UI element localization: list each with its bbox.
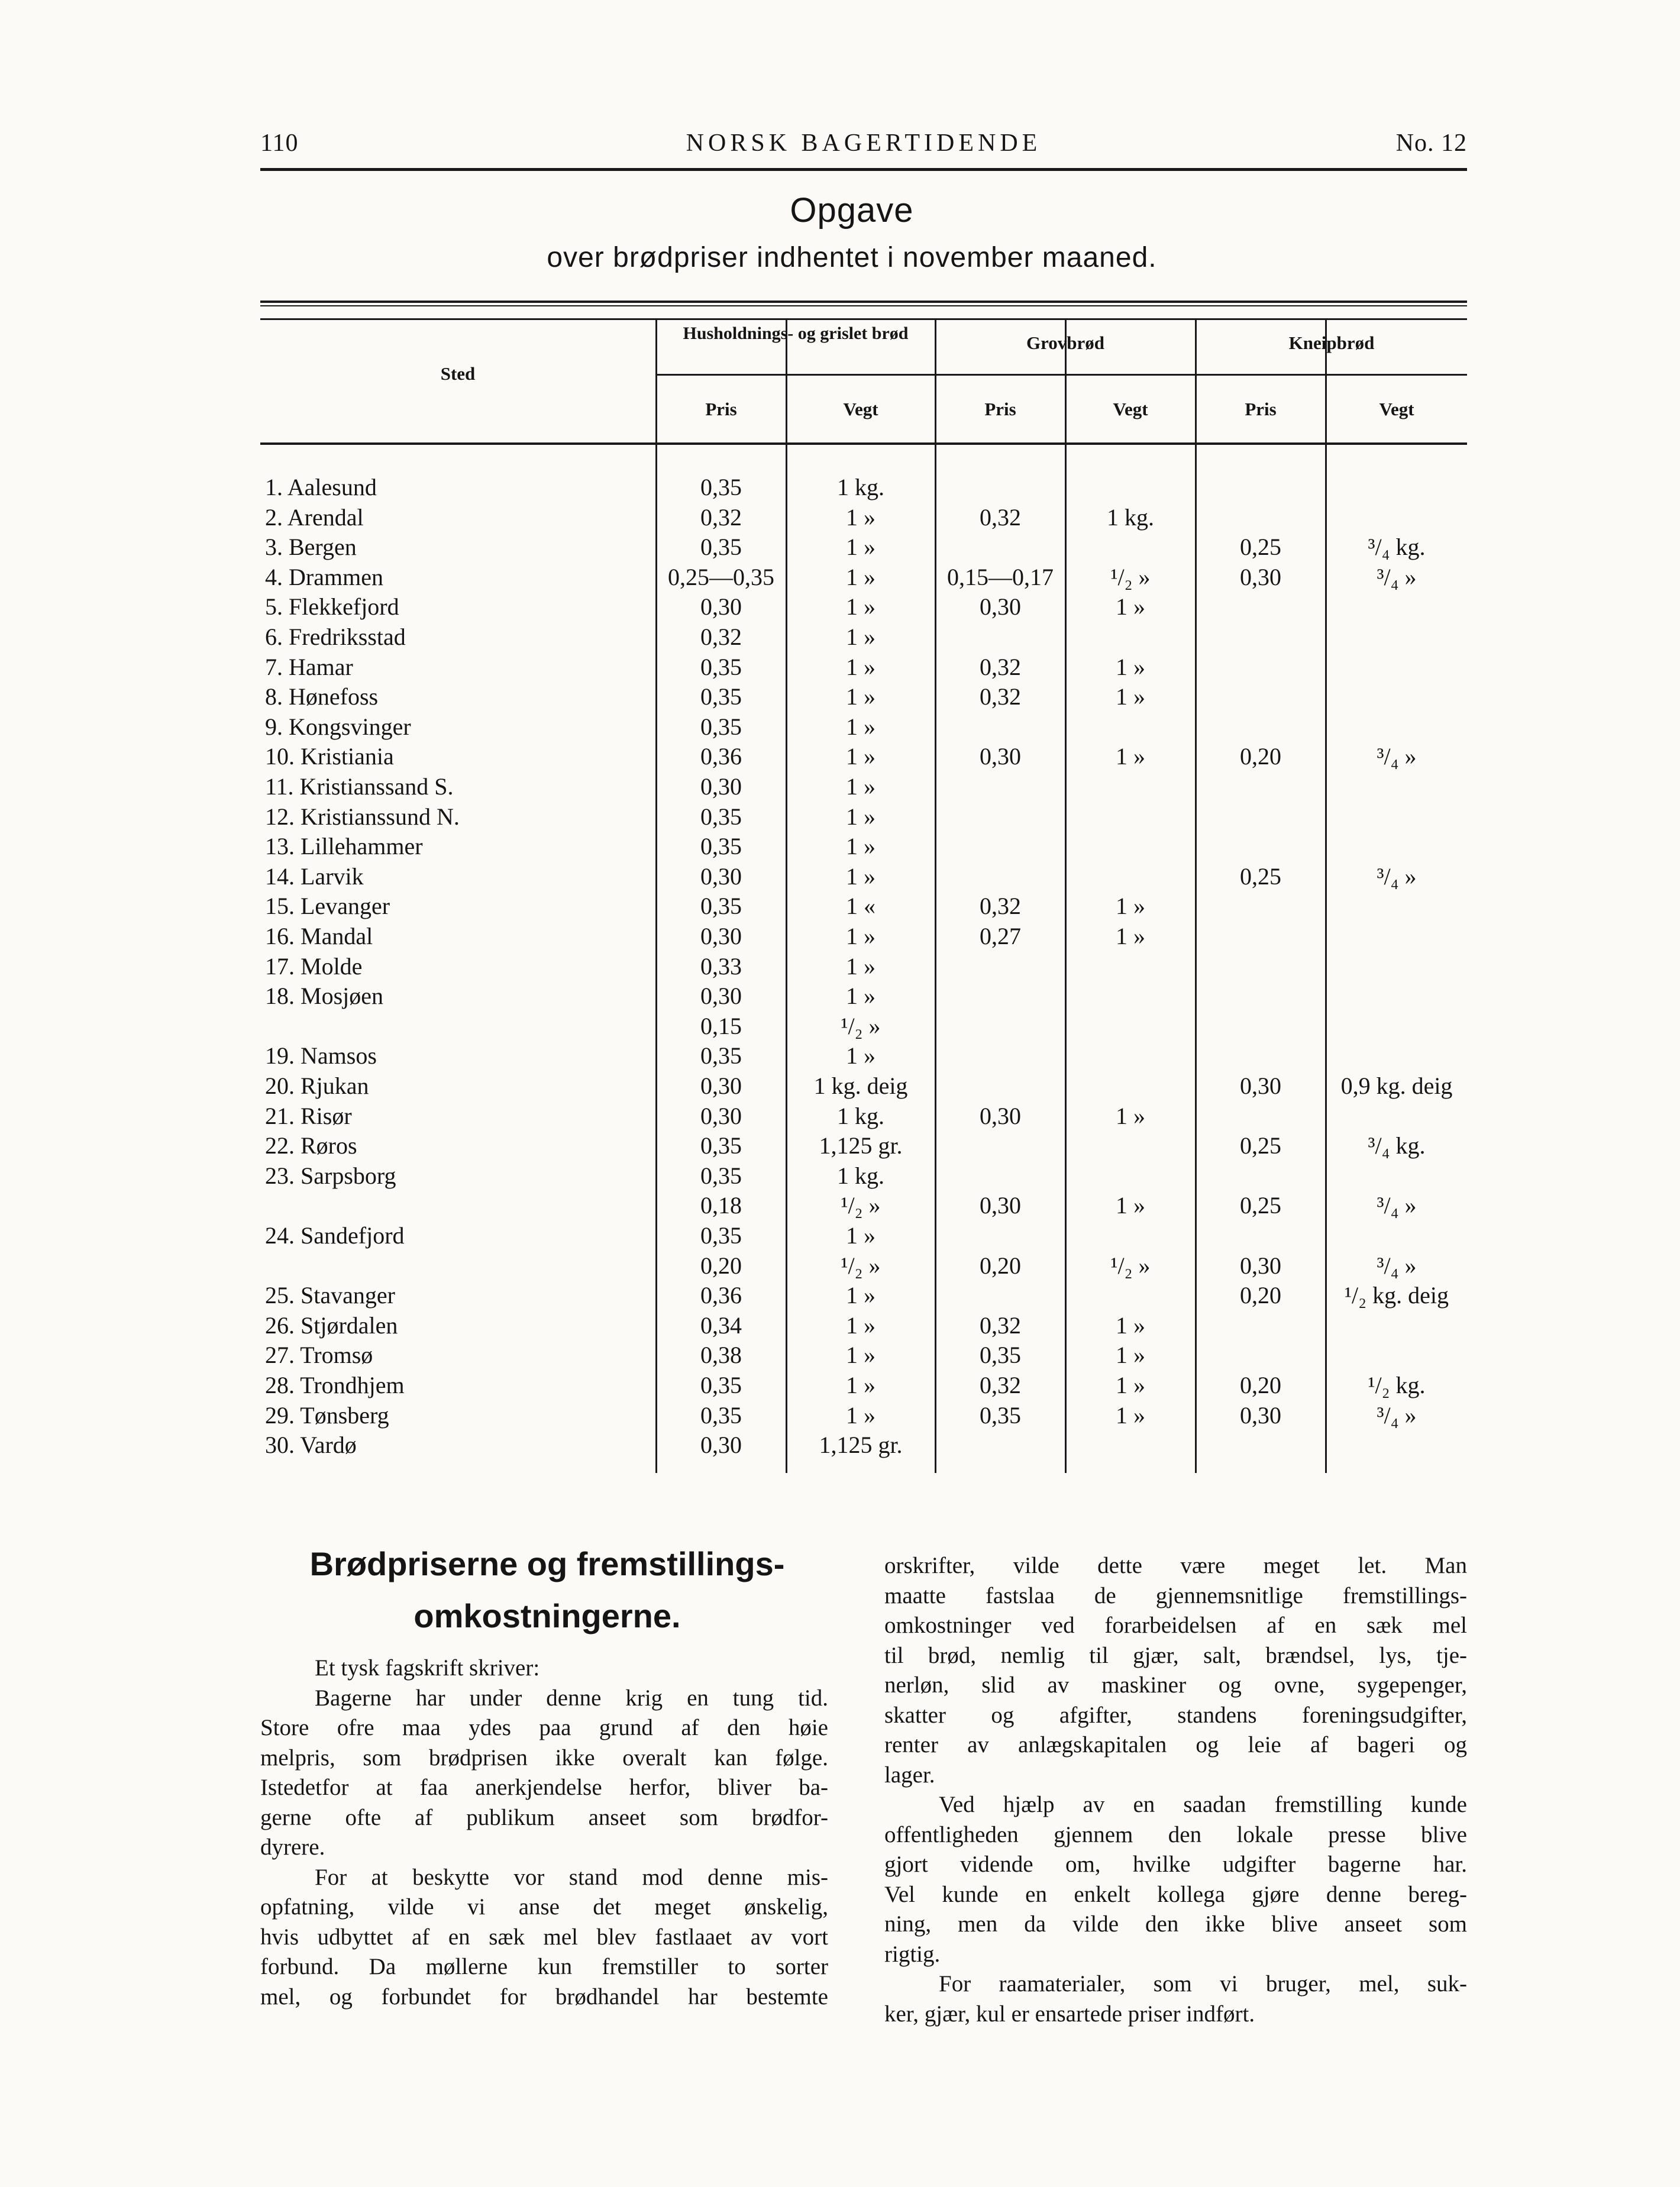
cell-sted: 2. Arendal	[265, 503, 364, 531]
article-right-column	[884, 1551, 1467, 2029]
text-line: maatte fastslaa de gjennemsnitlige fremstillings-	[884, 1582, 1467, 1608]
cell-p2: 0,30	[980, 593, 1021, 621]
cell-v2: 1 kg.	[1107, 503, 1154, 531]
cell-p1: 0,30	[700, 923, 742, 949]
cell-p2: 0,20	[980, 1252, 1021, 1279]
text-line: Bagerne har under denne krig en tung tid.	[315, 1685, 828, 1711]
text-line: offentligheden gjennem den lokale presse blive	[884, 1821, 1467, 1847]
text-line: Ved hjælp av en saadan fremstilling kunde	[939, 1792, 1467, 1817]
text-line: ker, gjær, kul er ensartede priser indført.	[884, 2001, 1255, 2027]
cell-sted: 6. Fredriksstad	[265, 624, 406, 650]
text-line: For raamaterialer, som vi bruger, mel, suk-	[939, 1971, 1467, 1997]
cell-p1: 0,35	[700, 893, 742, 920]
page-number: 110	[260, 130, 299, 157]
cell-sted: 22. Røros	[265, 1132, 357, 1159]
cell-p1: 0,25—0,35	[668, 563, 774, 590]
cell-v3: 0,9 kg. deig	[1340, 1072, 1453, 1099]
cell-sted: 19. Namsos	[265, 1042, 377, 1070]
cell-v2: 1 »	[1116, 923, 1145, 949]
cell-sted: 16. Mandal	[265, 923, 373, 949]
cell-p3: 0,25	[1240, 1132, 1281, 1159]
cell-sted: 11. Kristianssand S.	[265, 773, 454, 800]
cell-p3: 0,25	[1240, 862, 1281, 890]
cell-v2: 1 »	[1116, 653, 1145, 680]
cell-p1: 0,36	[700, 1282, 742, 1309]
cell-p1: 0,35	[700, 803, 742, 830]
table-title: Opgave	[790, 191, 914, 230]
cell-v1: ¹/₂ »	[841, 1252, 881, 1279]
cell-p1: 0,30	[700, 1072, 742, 1099]
header-sted: Sted	[440, 363, 476, 384]
cell-v1: 1 «	[846, 893, 875, 920]
cell-v1: 1 »	[846, 1401, 875, 1429]
cell-sted: 30. Vardø	[265, 1432, 357, 1459]
header-vegt: Vegt	[1379, 399, 1414, 419]
text-line: skatter og afgifter, standens foreningsudgifter,	[884, 1702, 1467, 1728]
cell-p1: 0,20	[700, 1252, 742, 1279]
cell-p1: 0,38	[700, 1342, 742, 1369]
cell-v1: 1 »	[846, 534, 875, 561]
cell-v1: 1 kg. deig	[813, 1072, 908, 1099]
cell-v2: 1 »	[1116, 893, 1145, 920]
cell-p1: 0,35	[700, 534, 742, 561]
cell-sted: 28. Trondhjem	[265, 1372, 405, 1398]
cell-sted: 3. Bergen	[265, 534, 357, 561]
cell-p2: 0,35	[980, 1342, 1021, 1369]
cell-p1: 0,30	[700, 1102, 742, 1129]
text-line: omkostninger ved forarbeidelsen af en sæk mel	[884, 1613, 1467, 1638]
cell-p1: 0,35	[700, 1162, 742, 1189]
cell-v1: ¹/₂ »	[841, 1012, 881, 1039]
cell-v3: ¹/₂ kg.	[1368, 1372, 1426, 1398]
cell-p2: 0,30	[980, 743, 1021, 770]
text-line: For at beskytte vor stand mod denne mis-	[315, 1864, 828, 1890]
text-line: til brød, nemlig til gjær, salt, brændsel, lys, tje-	[884, 1642, 1467, 1668]
table-top-rule-thin	[260, 305, 1467, 306]
cell-p2: 0,32	[980, 503, 1021, 531]
cell-v1: 1 »	[846, 833, 875, 860]
text-line: Istedetfor at faa anerkjendelse herfor, bliver ba-	[260, 1775, 828, 1800]
cell-p3: 0,30	[1240, 1072, 1281, 1099]
cell-p2: 0,32	[980, 893, 1021, 920]
table-top-rule	[260, 301, 1467, 303]
cell-p2: 0,32	[980, 683, 1021, 710]
cell-sted: 25. Stavanger	[265, 1282, 395, 1309]
header-husholdning: Husholdnings- og grislet brød	[683, 324, 909, 343]
cell-v2: 1 »	[1116, 743, 1145, 770]
issue-number: No. 12	[1395, 130, 1467, 157]
cell-v2: ¹/₂ »	[1110, 563, 1151, 590]
text-line: hvis udbyttet af en sæk mel blev fastlaaet av vort	[260, 1924, 828, 1950]
text-line: gerne ofte af publikum anseet som brødfor-	[260, 1804, 828, 1830]
text-line: Store ofre maa ydes paa grund af den høie	[260, 1715, 828, 1740]
cell-p1: 0,35	[700, 1222, 742, 1249]
cell-v1: 1 kg.	[837, 1162, 884, 1189]
cell-sted: 4. Drammen	[265, 563, 383, 590]
cell-v3: ³/₄ »	[1377, 1192, 1417, 1219]
cell-v1: 1 »	[846, 563, 875, 590]
text-line: renter av anlægskapitalen og leie af bageri og	[884, 1732, 1467, 1758]
cell-v3: ³/₄ »	[1377, 1401, 1417, 1429]
cell-v1: 1 »	[846, 923, 875, 949]
cell-sted: 14. Larvik	[265, 862, 364, 890]
article-title-line-1: Brødpriserne og fremstillings-	[309, 1545, 785, 1582]
cell-v1: 1 »	[846, 1311, 875, 1339]
cell-v1: 1 kg.	[837, 1102, 884, 1129]
cell-v1: 1 »	[846, 862, 875, 890]
cell-v1: 1 »	[846, 503, 875, 531]
cell-v2: 1 »	[1116, 683, 1145, 710]
header-grovbrod: Grovbrød	[1026, 332, 1105, 353]
cell-p1: 0,30	[700, 593, 742, 621]
cell-p1: 0,36	[700, 743, 742, 770]
text-line: gjort vidende om, hvilke udgifter bagerne har.	[884, 1852, 1467, 1877]
cell-sted: 13. Lillehammer	[265, 833, 423, 860]
cell-v1: 1 »	[846, 653, 875, 680]
cell-p2: 0,30	[980, 1192, 1021, 1219]
cell-p1: 0,32	[700, 503, 742, 531]
cell-v1: 1 »	[846, 1342, 875, 1369]
text-line: melpris, som brødprisen ikke overalt kan følge.	[260, 1745, 828, 1771]
cell-v1: 1 »	[846, 713, 875, 740]
cell-v3: ³/₄ »	[1377, 563, 1417, 590]
cell-p1: 0,33	[700, 952, 742, 980]
cell-sted: 5. Flekkefjord	[265, 593, 399, 621]
header-pris: Pris	[705, 399, 737, 419]
cell-p3: 0,20	[1240, 1282, 1281, 1309]
cell-v1: 1 »	[846, 624, 875, 650]
cell-v1: 1 »	[846, 1042, 875, 1070]
cell-p1: 0,15	[700, 1012, 742, 1039]
header-kneipbrod: Kneipbrød	[1288, 332, 1375, 353]
cell-p1: 0,35	[700, 1042, 742, 1070]
cell-v1: 1 »	[846, 1372, 875, 1398]
cell-p2: 0,30	[980, 1102, 1021, 1129]
cell-p1: 0,32	[700, 624, 742, 650]
cell-sted: 27. Tromsø	[265, 1342, 373, 1369]
text-line: Et tysk fagskrift skriver:	[315, 1655, 540, 1681]
cell-v2: ¹/₂ »	[1110, 1252, 1151, 1279]
cell-p1: 0,35	[700, 833, 742, 860]
cell-v1: ¹/₂ »	[841, 1192, 881, 1219]
cell-sted: 18. Mosjøen	[265, 983, 383, 1010]
cell-v2: 1 »	[1116, 1311, 1145, 1339]
cell-p3: 0,30	[1240, 1401, 1281, 1429]
text-line: opfatning, vilde vi anse det meget ønskelig,	[260, 1894, 828, 1920]
cell-sted: 26. Stjørdalen	[265, 1311, 398, 1339]
cell-v1: 1 »	[846, 983, 875, 1010]
text-line: forbund. Da møllerne kun fremstiller to sorter	[260, 1954, 828, 1979]
cell-p1: 0,35	[700, 1401, 742, 1429]
cell-v3: ¹/₂ kg. deig	[1345, 1282, 1449, 1309]
cell-p2: 0,32	[980, 1311, 1021, 1339]
cell-p1: 0,35	[700, 683, 742, 710]
article-title	[254, 1538, 840, 1642]
header-pris: Pris	[1245, 399, 1277, 419]
cell-p2: 0,32	[980, 1372, 1021, 1398]
text-line: nerløn, slid av maskiner og ovne, sygepenger,	[884, 1672, 1467, 1698]
cell-v1: 1 »	[846, 593, 875, 621]
cell-sted: 9. Kongsvinger	[265, 713, 411, 740]
cell-p1: 0,34	[700, 1311, 742, 1339]
cell-p1: 0,18	[700, 1192, 742, 1219]
cell-sted: 10. Kristiania	[265, 743, 394, 770]
text-line: rigtig.	[884, 1941, 941, 1967]
cell-p1: 0,35	[700, 713, 742, 740]
cell-v1: 1 »	[846, 773, 875, 800]
cell-p2: 0,35	[980, 1401, 1021, 1429]
cell-p3: 0,30	[1240, 563, 1281, 590]
cell-p1: 0,35	[700, 653, 742, 680]
cell-v3: ³/₄ »	[1377, 743, 1417, 770]
text-line: orskrifter, vilde dette være meget let. Man	[884, 1553, 1467, 1578]
article-title-line-2: omkostningerne.	[413, 1597, 681, 1634]
cell-sted: 12. Kristianssund N.	[265, 803, 460, 830]
cell-p2: 0,27	[980, 923, 1021, 949]
cell-p1: 0,30	[700, 1432, 742, 1459]
text-line: dyrere.	[260, 1834, 325, 1860]
cell-v1: 1 »	[846, 803, 875, 830]
cell-v1: 1 »	[846, 743, 875, 770]
cell-v1: 1,125 gr.	[819, 1132, 903, 1159]
text-line: lager.	[884, 1762, 935, 1788]
cell-v3: ³/₄ »	[1377, 1252, 1417, 1279]
header-vegt: Vegt	[843, 399, 878, 419]
cell-sted: 8. Hønefoss	[265, 683, 379, 710]
cell-sted: 17. Molde	[265, 952, 363, 980]
cell-p3: 0,30	[1240, 1252, 1281, 1279]
header-vegt: Vegt	[1113, 399, 1148, 419]
cell-v3: ³/₄ kg.	[1368, 1132, 1426, 1159]
cell-v1: 1 »	[846, 1282, 875, 1309]
cell-v1: 1 »	[846, 1222, 875, 1249]
cell-v2: 1 »	[1116, 1342, 1145, 1369]
cell-v2: 1 »	[1116, 1401, 1145, 1429]
cell-p3: 0,20	[1240, 743, 1281, 770]
text-line: ning, men da vilde den ikke blive anseet som	[884, 1911, 1467, 1937]
cell-p3: 0,25	[1240, 1192, 1281, 1219]
cell-sted: 21. Risør	[265, 1102, 352, 1129]
cell-sted: 1. Aalesund	[265, 474, 377, 500]
article-left-column	[260, 1653, 828, 2012]
cell-v2: 1 »	[1116, 593, 1145, 621]
cell-p3: 0,20	[1240, 1372, 1281, 1398]
cell-sted: 15. Levanger	[265, 893, 390, 920]
cell-sted: 7. Hamar	[265, 653, 353, 680]
table-subtitle: over brødpriser indhentet i november maaned.	[547, 242, 1157, 273]
cell-p3: 0,25	[1240, 534, 1281, 561]
journal-title: NORSK BAGERTIDENDE	[686, 130, 1042, 157]
cell-v2: 1 »	[1116, 1192, 1145, 1219]
cell-p1: 0,30	[700, 983, 742, 1010]
cell-sted: 20. Rjukan	[265, 1072, 369, 1099]
cell-p1: 0,35	[700, 1372, 742, 1398]
cell-v3: ³/₄ »	[1377, 862, 1417, 890]
header-bottom-rule	[260, 442, 1467, 445]
cell-v1: 1 »	[846, 683, 875, 710]
cell-p2: 0,15—0,17	[947, 563, 1054, 590]
cell-sted: 24. Sandefjord	[265, 1222, 405, 1249]
text-line: Vel kunde en enkelt kollega gjøre denne bereg-	[884, 1881, 1467, 1907]
cell-v1: 1,125 gr.	[819, 1432, 903, 1459]
cell-p2: 0,32	[980, 653, 1021, 680]
header-pris: Pris	[984, 399, 1016, 419]
cell-v1: 1 »	[846, 952, 875, 980]
cell-p1: 0,30	[700, 862, 742, 890]
text-line: mel, og forbundet for brødhandel har bestemte	[260, 1984, 828, 2010]
cell-sted: 29. Tønsberg	[265, 1401, 389, 1429]
cell-sted: 23. Sarpsborg	[265, 1162, 396, 1189]
cell-v2: 1 »	[1116, 1372, 1145, 1398]
cell-p1: 0,35	[700, 474, 742, 500]
header-group-rule	[657, 374, 1467, 376]
cell-p1: 0,35	[700, 1132, 742, 1159]
cell-v1: 1 kg.	[837, 474, 884, 500]
cell-v3: ³/₄ kg.	[1368, 534, 1426, 561]
cell-p1: 0,30	[700, 773, 742, 800]
cell-v2: 1 »	[1116, 1102, 1145, 1129]
